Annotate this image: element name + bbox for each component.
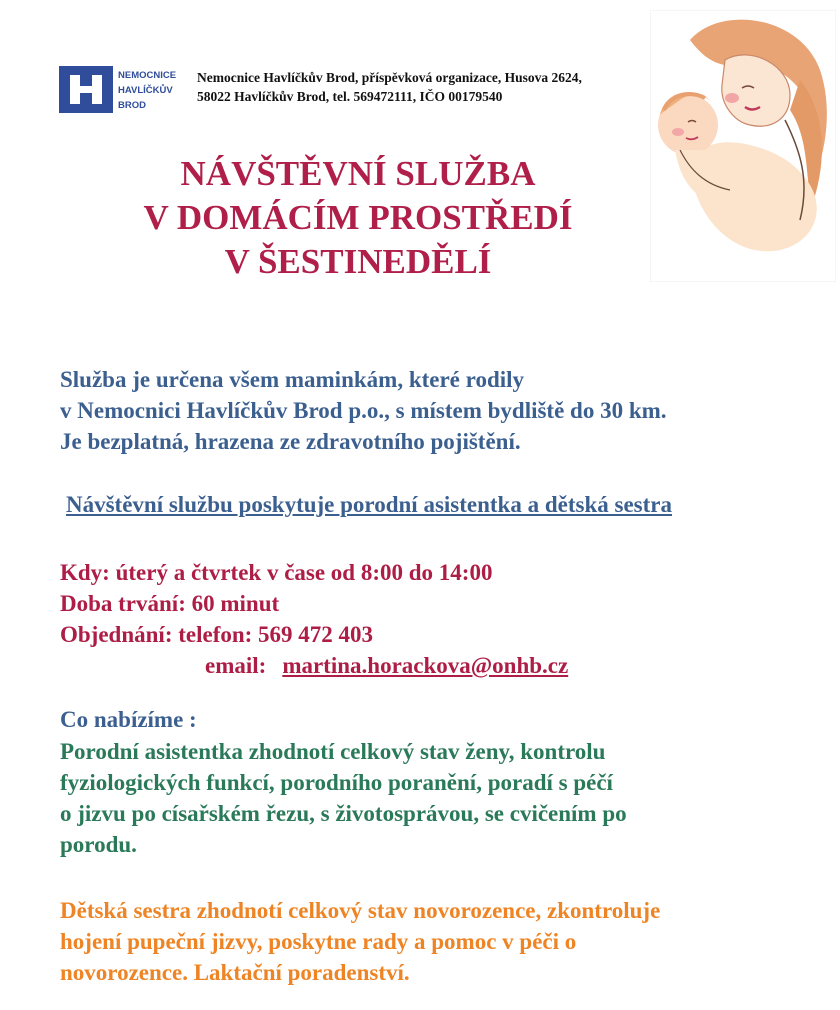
nurse-line-2: hojení pupeční jizvy, poskytne rady a pomoc v péči o: [60, 929, 577, 954]
midwife-line-2: fyziologických funkcí, porodního poranění, poradí s péčí: [60, 770, 613, 795]
address-line-2: 58022 Havlíčkův Brod, tel. 569472111, IČO 00179540: [197, 89, 503, 104]
email-label: email:: [205, 653, 267, 678]
offer-heading: Co nabízíme :: [60, 707, 197, 732]
intro-line-1: Služba je určena všem maminkám, které rodily: [60, 367, 525, 392]
intro-paragraph: [60, 364, 820, 457]
email-line: [60, 650, 820, 681]
midwife-line-4: porodu.: [60, 832, 137, 857]
midwife-line-3: o jizvu po císařském řezu, s životosprávou, se cvičením po: [60, 801, 627, 826]
nurse-line-3: novorozence. Laktační poradenství.: [60, 960, 410, 985]
title-line-2: V DOMÁCÍM PROSTŘEDÍ: [143, 198, 573, 237]
hospital-h-icon: [59, 66, 113, 113]
logo-line-2: HAVLÍČKŮV: [118, 85, 173, 96]
logo-text: [118, 68, 188, 113]
midwife-line-1: Porodní asistentka zhodnotí celkový stav ženy, kontrolu: [60, 739, 606, 764]
schedule-duration: Doba trvání: 60 minut: [60, 591, 280, 616]
title-line-1: NÁVŠTĚVNÍ SLUŽBA: [180, 154, 536, 193]
intro-line-2: v Nemocnici Havlíčkův Brod p.o., s místem bydliště do 30 km.: [60, 398, 667, 423]
logo-line-3: BROD: [118, 100, 146, 111]
header-address: [197, 68, 647, 106]
page-title: [108, 152, 608, 284]
intro-line-3: Je bezplatná, hrazena ze zdravotního pojištění.: [60, 429, 521, 454]
nurse-paragraph: [60, 895, 820, 988]
mother-with-baby-illustration: [650, 10, 836, 282]
address-line-1: Nemocnice Havlíčkův Brod, příspěvková organizace, Husova 2624,: [197, 70, 582, 85]
email-link[interactable]: martina.horackova@onhb.cz: [282, 653, 569, 678]
title-line-3: V ŠESTINEDĚLÍ: [224, 242, 492, 281]
schedule-when: Kdy: úterý a čtvrtek v čase od 8:00 do 14:00: [60, 560, 493, 585]
provider-statement: Návštěvní službu poskytuje porodní asistentka a dětská sestra: [66, 492, 672, 517]
schedule-block: [60, 557, 820, 681]
nurse-line-1: Dětská sestra zhodnotí celkový stav novorozence, zkontroluje: [60, 898, 661, 923]
midwife-paragraph: [60, 736, 820, 860]
schedule-booking: Objednání: telefon: 569 472 403: [60, 622, 374, 647]
logo-line-1: NEMOCNICE: [118, 70, 177, 81]
mother-baby-icon: [650, 10, 836, 282]
hospital-logo-icon: [59, 66, 113, 113]
